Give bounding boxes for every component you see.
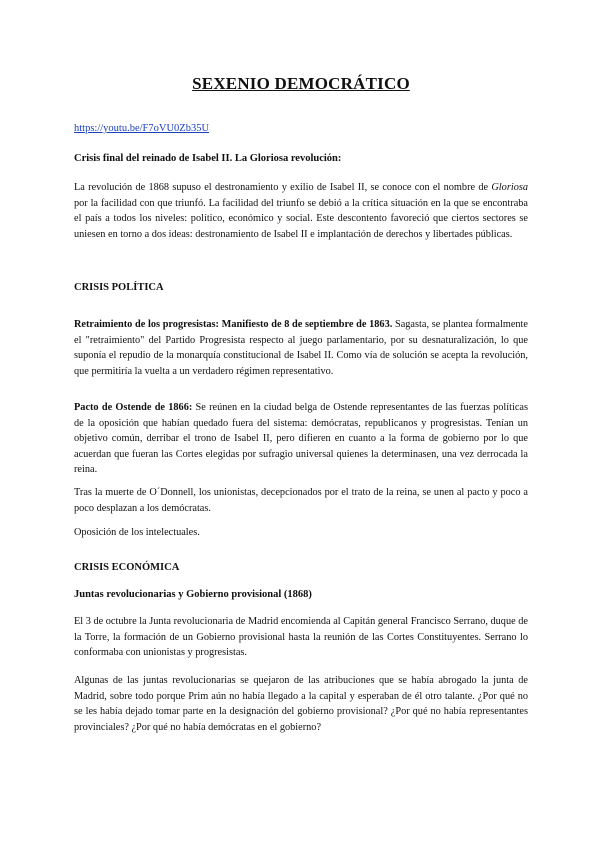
algunas-paragraph: Algunas de las juntas revolucionarias se quejaron de las atribuciones que se había abrogado la junta de Madrid, sobre todo porque Prim aún no había llegado a la capital y esperaban de él otro talante. ¿Por qué no se les había dejado tomar parte en la designación del gobierno provisional? ¿Por qué no había representantes provinciales? ¿Por qué no había demócratas en el gobierno? [74, 675, 528, 733]
section-heading-crisis-final: Crisis final del reinado de Isabel II. La Gloriosa revolución: [74, 153, 342, 164]
retraimiento-text: Sagasta, se plantea formalmente el "retraimiento" del Partido Progresista respecto al juego parlamentario, por su desnaturalización, lo que suponía el repudio de la monarquía constitucional de Isabel II. Como vía de solución se acepta la revolución, que permitiría la vuelta a un verdadero régimen representativo. [74, 319, 528, 377]
intro-paragraph [74, 180, 528, 242]
ostende-text: Se reúnen en la ciudad belga de Ostende representantes de las fuerzas políticas de la oposición que habían quedado fuera del sistema: demócratas, republicanos y progresistas. Tenían un objetivo común, derribar el trono de Isabel II, pero difieren en cuanto a la forma de gobierno por lo que acuerdan que fueran las Cortes elegidas por sufragio universal quienes la determinasen, una vez derrocada la reina. [74, 402, 528, 476]
ostende-bold: Pacto de Ostende de 1866: [74, 402, 193, 413]
retraimiento-bold: Retraimiento de los progresistas: Manifiesto de 8 de septiembre de 1863. [74, 319, 393, 330]
odonnell-paragraph: Tras la muerte de O´Donnell, los unionistas, decepcionados por el trato de la reina, se unen al pacto y poco a poco desplazan a los demócratas. [74, 487, 528, 514]
oposicion-paragraph: Oposición de los intelectuales. [74, 527, 200, 538]
retraimiento-paragraph [74, 317, 528, 379]
youtube-link[interactable]: https://youtu.be/F7oVU0Zb35U [74, 123, 210, 134]
intro-text-2: por la facilidad con que triunfó. La facilidad del triunfo se debió a la crítica situación en la que se encontraba el país a todos los niveles: político, económico y social. Este descontento favoreció que ciertos sectores se uniesen en torno a dos ideas: destronamiento de Isabel II e implantación de derechos y libertades públicas. [74, 197, 528, 240]
page-title: SEXENIO DEMOCRÁTICO [192, 74, 410, 93]
heading-juntas: Juntas revolucionarias y Gobierno provisional (1868) [74, 589, 312, 600]
intro-text-1: La revolución de 1868 supuso el destronamiento y exilio de Isabel II, se conoce con el nombre de [74, 182, 492, 193]
heading-crisis-politica: CRISIS POLÍTICA [74, 282, 164, 293]
intro-italic: Gloriosa [491, 182, 528, 193]
heading-crisis-economica: CRISIS ECONÓMICA [74, 562, 180, 573]
octubre-paragraph: El 3 de octubre la Junta revolucionaria de Madrid encomienda al Capitán general Francisco Serrano, duque de la Torre, la formación de un Gobierno provisional hasta la reunión de las Cortes Constituyentes. Serrano lo conformaba con unionistas y progresistas. [74, 616, 528, 659]
ostende-paragraph [74, 400, 528, 478]
